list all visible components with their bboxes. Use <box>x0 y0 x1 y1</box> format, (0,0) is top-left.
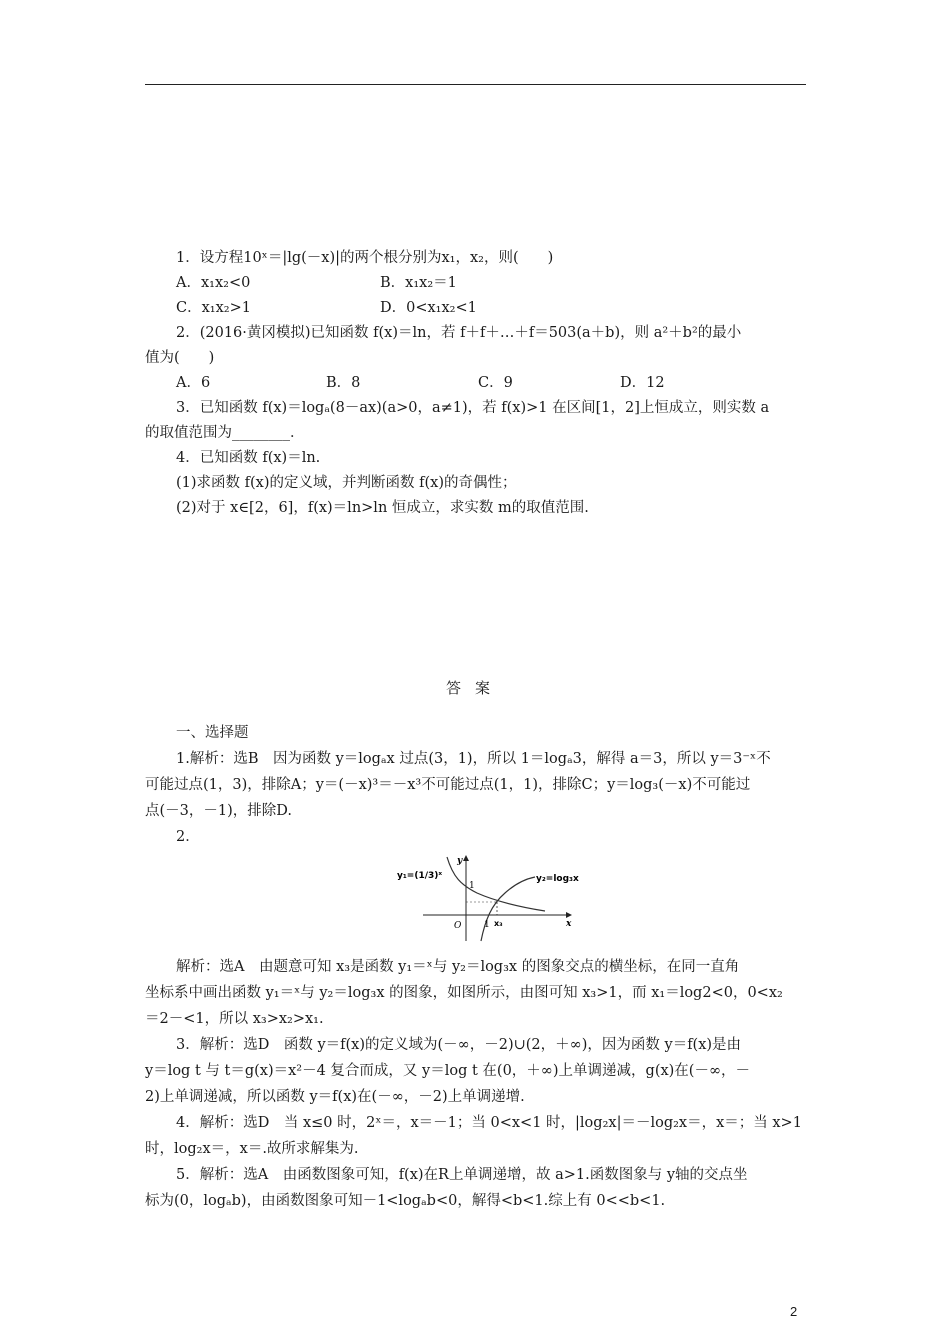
question-1: 1．设方程10ˣ＝|lg(－x)|的两个根分别为x₁，x₂，则( ) <box>176 250 554 266</box>
question-3-cont: 的取值范围为________． <box>145 425 305 441</box>
q2-option-c: C．9 <box>478 375 513 391</box>
answer-5-cont: 标为(0，logₐb)，由函数图象可知－1<logₐb<0，解得<b<1.综上有 0<<b<1. <box>145 1193 666 1209</box>
section-heading: 一、选择题 <box>176 725 249 741</box>
answer-1-cont-2: 点(－3，－1)，排除D. <box>145 803 292 819</box>
origin-label: O <box>454 921 462 931</box>
q1-option-c: C．x₁x₂>1 <box>176 300 251 316</box>
answer-5: 5．解析：选A 由函数图象可知，f(x)在R上单调递增，故 a>1.函数图象与 y轴的交点坐 <box>176 1167 748 1183</box>
y-tick-1: 1 <box>469 881 475 891</box>
q1-option-d: D．0<x₁x₂<1 <box>380 300 477 316</box>
q1-option-a: A．x₁x₂<0 <box>176 275 251 291</box>
question-2: 2．(2016·黄冈模拟)已知函数 f(x)＝ln，若 f＋f＋…＋f＝503(a＋b)，则 a²＋b²的最小 <box>176 325 742 341</box>
q2-option-b: B．8 <box>326 375 361 391</box>
answer-2-cont-2: ＝2－<1，所以 x₃>x₂>x₁. <box>145 1011 324 1027</box>
question-3: 3．已知函数 f(x)＝logₐ(8－ax)(a>0，a≠1)，若 f(x)>1 在区间[1，2]上恒成立，则实数 a <box>176 400 770 416</box>
x3-label: x₃ <box>494 919 503 928</box>
answer-3: 3．解析：选D 函数 y＝f(x)的定义域为(－∞，－2)∪(2，＋∞)，因为函数 y＝f(x)是由 <box>176 1037 742 1053</box>
answer-2-cont: 坐标系中画出函数 y₁＝ˣ与 y₂＝log₃x 的图象，如图所示，由图可知 x₃>1，而 x₁＝log2<0，0<x₂ <box>145 985 783 1001</box>
answer-4-cont: 时，log₂x＝，x＝.故所求解集为. <box>145 1141 359 1157</box>
y2-label: y₂=log₃x <box>536 874 579 884</box>
answer-2: 解析：选A 由题意可知 x₃是函数 y₁＝ˣ与 y₂＝log₃x 的图象交点的横坐标，在同一直角 <box>176 959 740 975</box>
y2-curve <box>481 877 535 941</box>
question-4-part-1: (1)求函数 f(x)的定义域，并判断函数 f(x)的奇偶性； <box>176 475 517 491</box>
y1-label: y₁=(1/3)ˣ <box>397 871 443 881</box>
q2-option-d: D．12 <box>620 375 665 391</box>
x-tick-1: 1 <box>484 920 490 930</box>
question-4-part-2: (2)对于 x∈[2，6]，f(x)＝ln>ln 恒成立，求实数 m的取值范围. <box>176 500 589 516</box>
answer-2-number: 2． <box>176 829 200 845</box>
page-number: 2 <box>790 1304 798 1319</box>
header-rule <box>145 84 806 85</box>
question-2-cont: 值为( ) <box>145 350 215 366</box>
function-graph <box>395 851 580 943</box>
answer-3-cont: y＝log t 与 t＝g(x)＝x²－4 复合而成，又 y＝log t 在(0，＋∞)上单调递减，g(x)在(－∞，－ <box>145 1063 751 1079</box>
q2-option-a: A．6 <box>176 375 211 391</box>
q1-option-b: B．x₁x₂＝1 <box>380 275 457 291</box>
x-axis-label: x <box>566 919 572 929</box>
question-4: 4．已知函数 f(x)＝ln. <box>176 450 321 466</box>
answer-1: 1.解析：选B 因为函数 y＝logₐx 过点(3，1)，所以 1＝logₐ3，解得 a＝3，所以 y＝3⁻ˣ不 <box>176 751 771 767</box>
answers-title: 答案 <box>445 679 504 697</box>
answer-4: 4．解析：选D 当 x≤0 时，2ˣ＝，x＝－1；当 0<x<1 时，|log₂x|＝－log₂x＝，x＝；当 x>1 <box>176 1115 802 1131</box>
answer-1-cont: 可能过点(1，3)，排除A；y＝(－x)³＝－x³不可能过点(1，1)，排除C；y＝log₃(－x)不可能过 <box>145 777 751 793</box>
y-axis-label: y <box>457 856 463 866</box>
answer-3-cont-2: 2)上单调递减，所以函数 y＝f(x)在(－∞，－2)上单调递增. <box>145 1089 525 1105</box>
